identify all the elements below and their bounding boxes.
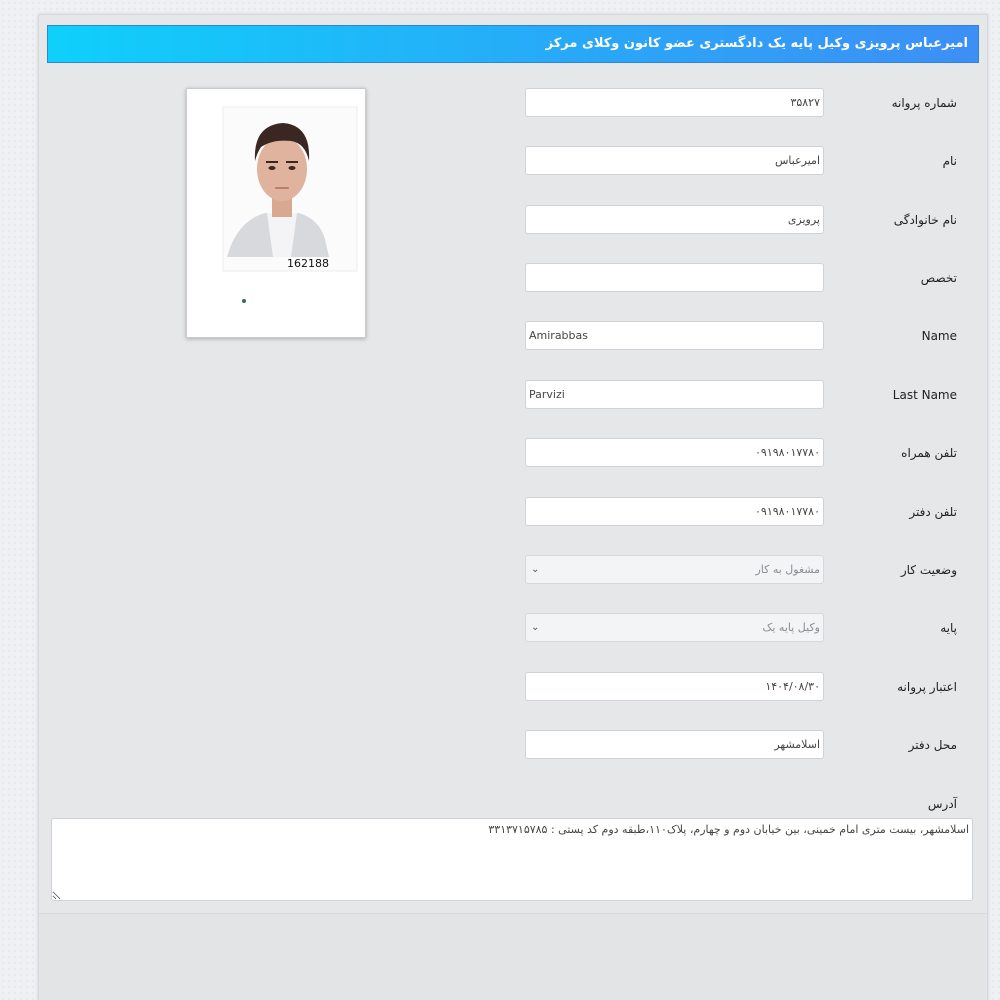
mobile-label: تلفن همراه (901, 446, 957, 460)
mobile-input[interactable] (525, 438, 824, 467)
address-textarea[interactable] (51, 818, 973, 901)
name-en-label: Name (921, 329, 957, 343)
profile-card (38, 14, 988, 1000)
portrait-image (187, 89, 365, 337)
last-name-en-label: Last Name (892, 388, 957, 402)
family-name-label: نام خانوادگی (893, 213, 957, 227)
page-title: امیرعباس پرویزی وکیل پایه یک دادگستری عضو کانون وکلای مرکز (47, 25, 979, 63)
work-status-select[interactable] (525, 555, 824, 584)
chevron-down-icon: ⌄ (531, 622, 540, 633)
license-number-input[interactable] (525, 88, 824, 117)
photo-badge-number: 162188 (287, 257, 329, 270)
work-status-label: وضعیت کار (900, 563, 957, 577)
office-phone-label: تلفن دفتر (909, 505, 957, 519)
first-name-label: نام (942, 154, 957, 168)
grade-select[interactable] (525, 613, 824, 642)
license-validity-input[interactable] (525, 672, 824, 701)
family-name-input[interactable] (525, 205, 824, 234)
office-location-label: محل دفتر (908, 738, 957, 752)
office-phone-input[interactable] (525, 497, 824, 526)
work-status-value: مشغول به کار (755, 563, 820, 576)
address-label: آدرس (927, 797, 957, 811)
office-location-input[interactable] (525, 730, 824, 759)
first-name-input[interactable] (525, 146, 824, 175)
grade-label: پایه (940, 621, 957, 635)
grade-value: وکیل پایه یک (762, 621, 820, 634)
card-footer-area (39, 913, 987, 1000)
license-validity-label: اعتبار پروانه (897, 680, 957, 694)
name-en-input[interactable] (525, 321, 824, 350)
license-number-label: شماره پروانه (891, 96, 957, 110)
profile-photo (186, 88, 366, 338)
chevron-down-icon: ⌄ (531, 564, 540, 575)
specialty-input[interactable] (525, 263, 824, 292)
last-name-en-input[interactable] (525, 380, 824, 409)
specialty-label: تخصص (920, 271, 957, 285)
